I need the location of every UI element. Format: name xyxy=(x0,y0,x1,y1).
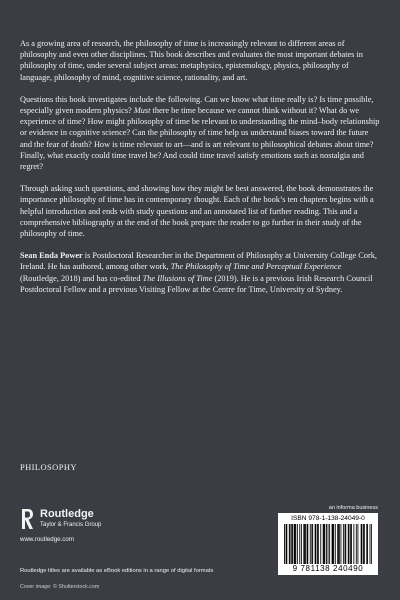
barcode-bar xyxy=(345,524,346,564)
barcode-bar xyxy=(301,524,302,564)
barcode-bar xyxy=(364,524,365,564)
barcode-bar xyxy=(318,524,319,564)
barcode-bar xyxy=(357,524,358,564)
bio-text-c: (2019). He is a previous Irish Research Council Postdoctoral Fellow and a previous Visiting Fellow at the Centre for Time, University of Sydney. xyxy=(20,273,373,294)
publisher-group: Taylor & Francis Group xyxy=(40,522,102,528)
barcode-bar xyxy=(362,524,363,564)
barcode-bar xyxy=(335,524,336,564)
barcode-bar xyxy=(333,524,334,564)
barcode-bar xyxy=(320,524,321,564)
barcode-bar xyxy=(339,524,340,564)
barcode-bar xyxy=(315,524,316,564)
barcode-bar xyxy=(332,524,333,564)
blurb-paragraph-3: Through asking such questions, and showing how they might be best answered, the book demonstrates the importance philosophy of time has in contemporary thought. Each of the book’s ten chapters begins with a helpful introduction and ends with study questions and an annotated list of further reading. This and a comprehensive bibliography at the end of the book prepare the reader to go further in their study of the philosophy of time. xyxy=(20,184,374,239)
author-name: Sean Enda Power xyxy=(20,251,83,261)
barcode-bar xyxy=(305,524,306,564)
barcode-bar xyxy=(310,524,311,564)
ebook-note: Routledge titles are available as eBook editions in a range of digital formats xyxy=(20,568,214,574)
barcode-bar xyxy=(317,524,318,564)
blurb-paragraph-1: As a growing area of research, the philosophy of time is increasingly relevant to different areas of philosophy and even other disciplines. This book describes and evaluates the most important debates in philosophy of time, under several subject areas: metaphysics, epistemology, physics, philosophy of language, philosophy of mind, cognitive science, rationality, and art. xyxy=(20,39,363,82)
barcode-bar xyxy=(286,524,287,564)
barcode-bar xyxy=(329,524,330,564)
barcode-bar xyxy=(343,524,344,564)
barcode-bar xyxy=(361,524,362,564)
barcode-bar xyxy=(349,524,350,564)
barcode-bar xyxy=(371,524,372,564)
barcode-bar xyxy=(328,524,329,564)
barcode-bar xyxy=(312,524,313,564)
barcode-bar xyxy=(348,524,349,564)
barcode-bar xyxy=(345,524,346,564)
barcode-bar xyxy=(291,524,292,564)
p2-text-b: there be time because we cannot think without it? What do we experience of time? How might philosophy of time be relevant to understanding the mind–body relationship or evidence in cognitive science? Can the philosophy of time help us understand biases toward the future and the fear of death? How is time relevant to art—and is art relevant to philosophical debates about time? Finally, what exactly could time travel be? And could time travel satisfy emotions such as nostalgia and regret? xyxy=(20,106,380,172)
barcode-bar xyxy=(307,524,308,564)
author-bio xyxy=(20,250,382,295)
barcode-bar xyxy=(323,524,324,564)
p2-emphasis-must: Must xyxy=(133,106,151,116)
blurb xyxy=(20,38,382,306)
barcode-bar xyxy=(341,524,342,564)
barcode-bar xyxy=(292,524,293,564)
routledge-logo-icon xyxy=(20,508,34,530)
isbn-barcode xyxy=(278,513,378,575)
subject-category: PHILOSOPHY xyxy=(20,462,77,472)
cover-image-credit: Cover image: © Shutterstock.com xyxy=(20,584,100,590)
barcode-bar xyxy=(289,524,290,564)
barcode-bar xyxy=(324,524,325,564)
barcode-bar xyxy=(294,524,295,564)
blurb-paragraph-2 xyxy=(20,94,382,172)
bio-text-a: is Postdoctoral Researcher in the Department of Philosophy at University College Cork, Ireland. He has authored, among other work, xyxy=(20,251,377,272)
barcode-bar xyxy=(351,524,352,564)
barcode-bar xyxy=(324,524,325,564)
barcode-bar xyxy=(311,524,312,564)
barcode-bar xyxy=(286,524,287,564)
barcode-bar xyxy=(295,524,296,564)
barcode-bar xyxy=(367,524,368,564)
barcode-bar xyxy=(307,524,308,564)
barcode-bar xyxy=(284,524,285,564)
publisher-block xyxy=(20,508,190,544)
barcode-digits: 9 781138 240490 xyxy=(292,564,364,573)
barcode-bar xyxy=(363,524,364,564)
barcode-bar xyxy=(338,524,339,564)
barcode-bar xyxy=(366,524,367,564)
bio-text-b: (Routledge, 2018) and has co-edited xyxy=(20,273,143,283)
publisher-url: www.routledge.com xyxy=(20,536,74,543)
barcode-bar xyxy=(303,524,304,564)
barcode-bar xyxy=(337,524,338,564)
p2-text-a: Questions this book investigates include the following. Can we know what time really is? Is time possible, especially given modern physics? xyxy=(20,94,374,116)
barcode-bar xyxy=(350,524,351,564)
publisher-name: Routledge xyxy=(40,508,94,520)
bio-book-title-2: The Illusions of Time xyxy=(142,273,213,283)
barcode-bar xyxy=(370,524,371,564)
barcode-bar xyxy=(304,524,305,564)
barcode-bar xyxy=(297,524,298,564)
barcode-bar xyxy=(299,524,300,564)
barcode-bar xyxy=(356,524,357,564)
barcode-bar xyxy=(353,524,354,564)
isbn-label: ISBN 978-1-138-24049-0 xyxy=(291,515,365,522)
barcode-bar xyxy=(332,524,333,564)
informa-business-note: an informa business xyxy=(328,505,378,511)
barcode-bars xyxy=(284,524,372,564)
bio-book-title-1: The Philosophy of Time and Perceptual Experience xyxy=(170,262,342,272)
barcode-bar xyxy=(326,524,327,564)
barcode-bar xyxy=(290,524,291,564)
barcode-bar xyxy=(315,524,316,564)
barcode-bar xyxy=(294,524,295,564)
